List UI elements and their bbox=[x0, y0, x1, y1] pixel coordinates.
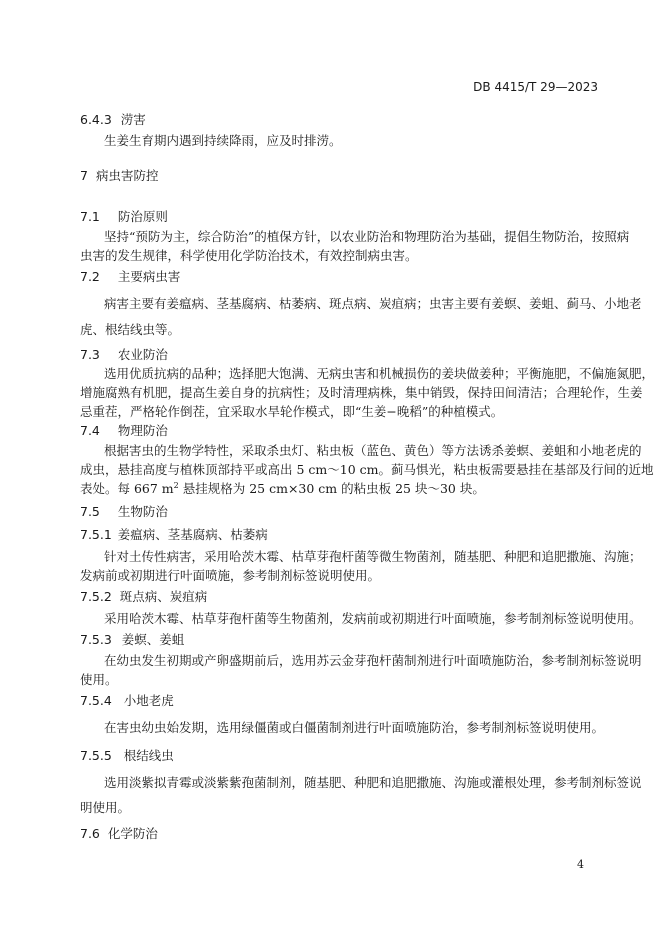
section-number: 7 bbox=[80, 168, 88, 183]
section-title: 物理防治 bbox=[117, 423, 168, 438]
section-title: 小地老虎 bbox=[123, 693, 174, 708]
section-title: 涝害 bbox=[120, 112, 146, 127]
section-heading-7-3 bbox=[80, 345, 168, 363]
paragraph-line: 使用。 bbox=[80, 672, 118, 687]
section-heading-7-6 bbox=[80, 824, 158, 842]
paragraph-line: 坚持“预防为主，综合防治”的植保方针，以农业防治和物理防治为基础，提倡生物防治，按照病 bbox=[104, 229, 630, 244]
paragraph-line: 病害主要有姜瘟病、茎基腐病、枯萎病、斑点病、炭疽病；虫害主要有姜螟、姜蛆、蓟马、小地老 bbox=[104, 296, 642, 311]
section-title: 姜螟、姜蛆 bbox=[121, 632, 185, 647]
section-heading-7-5-1 bbox=[80, 525, 268, 543]
section-heading-7-2 bbox=[80, 267, 180, 285]
section-title: 防治原则 bbox=[117, 209, 168, 224]
paragraph-line: 选用淡紫拟青霉或淡紫紫孢菌制剂，随基肥、种肥和追肥撒施、沟施或灌根处理，参考制剂标签说 bbox=[104, 775, 642, 790]
section-heading-6-4-3 bbox=[80, 110, 146, 128]
section-title: 病虫害防控 bbox=[95, 168, 159, 183]
section-heading-7-1 bbox=[80, 207, 168, 225]
section-number: 7.5.4 bbox=[80, 693, 112, 708]
section-title: 根结线虫 bbox=[123, 748, 174, 763]
paragraph-line: 成虫，悬挂高度与植株顶部持平或高出 5 cm～10 cm。蓟马惧光，粘虫板需要悬挂在基部及行间的近地 bbox=[80, 462, 654, 477]
section-heading-7-5 bbox=[80, 502, 168, 520]
section-title: 化学防治 bbox=[107, 826, 158, 841]
section-title: 主要病虫害 bbox=[117, 269, 181, 284]
paragraph-line: 明使用。 bbox=[80, 800, 131, 815]
paragraph-line bbox=[80, 479, 485, 497]
paragraph-line: 发病前或初期进行叶面喷施，参考制剂标签说明使用。 bbox=[80, 568, 381, 583]
section-number: 7.5.1 bbox=[80, 527, 112, 542]
paragraph-line: 根据害虫的生物学特性，采取杀虫灯、粘虫板（蓝色、黄色）等方法诱杀姜螟、姜蛆和小地老虎的 bbox=[104, 443, 642, 458]
text-run: 悬挂规格为 25 cm×30 cm 的粘虫板 25 块～30 块。 bbox=[178, 481, 485, 496]
section-number: 7.3 bbox=[80, 347, 100, 362]
section-heading-7-5-3 bbox=[80, 630, 184, 648]
text-run: 表处。每 667 m bbox=[80, 481, 174, 496]
paragraph-line: 增施腐熟有机肥，提高生姜自身的抗病性；及时清理病株，集中销毁，保持田间清洁；合理轮作，生姜 bbox=[80, 385, 643, 400]
paragraph-line: 虎、根结线虫等。 bbox=[80, 322, 181, 337]
section-number: 7.5.3 bbox=[80, 632, 112, 647]
section-title: 生物防治 bbox=[117, 504, 168, 519]
section-heading-7-4 bbox=[80, 421, 168, 439]
section-heading-7-5-5 bbox=[80, 746, 174, 764]
section-number: 7.6 bbox=[80, 826, 100, 841]
paragraph-line: 生姜生育期内遇到持续降雨，应及时排涝。 bbox=[104, 133, 342, 148]
paragraph-line: 选用优质抗病的品种；选择肥大饱满、无病虫害和机械损伤的姜块做姜种；平衡施肥，不偏施氮肥， bbox=[104, 366, 655, 381]
page-number: 4 bbox=[577, 858, 584, 871]
section-number: 6.4.3 bbox=[80, 112, 112, 127]
superscript: 2 bbox=[173, 481, 179, 490]
section-title: 姜瘟病、茎基腐病、枯萎病 bbox=[117, 527, 268, 542]
paragraph-line: 在害虫幼虫始发期，选用绿僵菌或白僵菌制剂进行叶面喷施防治，参考制剂标签说明使用。 bbox=[104, 720, 605, 735]
section-number: 7.5 bbox=[80, 504, 100, 519]
paragraph-line: 虫害的发生规律，科学使用化学防治技术，有效控制病虫害。 bbox=[80, 248, 418, 263]
section-title: 农业防治 bbox=[117, 347, 168, 362]
section-title: 斑点病、炭疽病 bbox=[119, 589, 208, 604]
section-heading-7-5-2 bbox=[80, 587, 207, 605]
section-number: 7.4 bbox=[80, 423, 100, 438]
paragraph-line: 在幼虫发生初期或产卵盛期前后，选用苏云金芽孢杆菌制剂进行叶面喷施防治，参考制剂标签说明 bbox=[104, 653, 642, 668]
section-number: 7.5.2 bbox=[80, 589, 112, 604]
chapter-heading-7 bbox=[80, 166, 158, 184]
section-number: 7.1 bbox=[80, 209, 100, 224]
section-heading-7-5-4 bbox=[80, 691, 174, 709]
paragraph-line: 忌重茬，严格轮作倒茬，宜采取水旱轮作模式，即“生姜−晚稻”的种植模式。 bbox=[80, 404, 504, 419]
paragraph-line: 针对土传性病害，采用哈茨木霉、枯草芽孢杆菌等微生物菌剂，随基肥、种肥和追肥撒施、沟施； bbox=[104, 549, 642, 564]
section-number: 7.5.5 bbox=[80, 748, 112, 763]
section-number: 7.2 bbox=[80, 269, 100, 284]
paragraph-line: 采用哈茨木霉、枯草芽孢杆菌等生物菌剂，发病前或初期进行叶面喷施，参考制剂标签说明使用。 bbox=[104, 611, 642, 626]
document-code: DB 4415/T 29—2023 bbox=[473, 80, 598, 94]
